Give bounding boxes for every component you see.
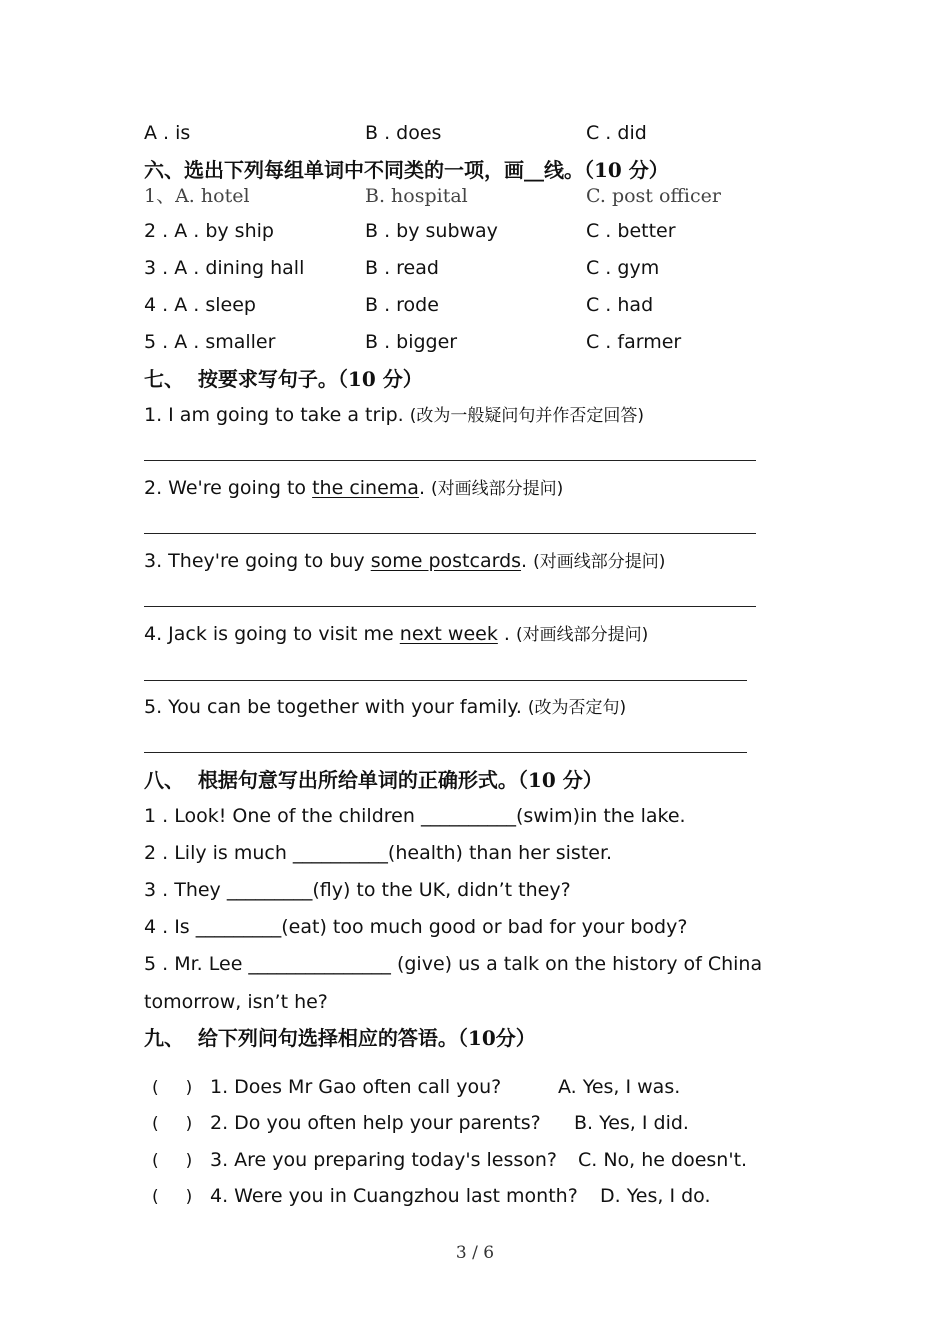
- top-option-a: A . is: [144, 122, 191, 144]
- sec9-question-2: 2. Do you often help your parents?: [210, 1112, 541, 1134]
- sec9-question-3: 3. Are you preparing today's lesson?: [210, 1149, 558, 1171]
- page-number: 3 / 6: [455, 1243, 495, 1263]
- sec8-item-4: 4 . Is _________(eat) too much good or bad for your body?: [144, 916, 688, 938]
- sec6-item-4-c: C . had: [586, 294, 654, 316]
- top-option-b: B . does: [365, 122, 442, 144]
- section-8-heading: 八、 根据句意写出所给单词的正确形式。（10 分）: [144, 768, 603, 792]
- sec9-answer-c: C. No, he doesn't.: [578, 1149, 748, 1171]
- sec7-item-4: 4. Jack is going to visit me next week . (对画线部分提问): [144, 623, 649, 645]
- sec9-answer-a: A. Yes, I was.: [558, 1076, 681, 1098]
- top-option-c: C . did: [586, 122, 647, 144]
- answer-paren[interactable]: ( ): [152, 1151, 193, 1171]
- sec8-item-2: 2 . Lily is much __________(health) than her sister.: [144, 842, 613, 864]
- sec6-item-4-b: B . rode: [365, 294, 439, 316]
- sec6-item-3-a: 3 . A . dining hall: [144, 257, 305, 279]
- sec9-question-4: 4. Were you in Cuangzhou last month?: [210, 1185, 578, 1207]
- sec8-item-5-cont: tomorrow, isn’t he?: [144, 991, 328, 1013]
- sec6-item-4-a: 4 . A . sleep: [144, 294, 256, 316]
- answer-line[interactable]: [144, 752, 747, 753]
- sec6-item-3-c: C . gym: [586, 257, 660, 279]
- sec6-item-1-a: 1、A. hotel: [144, 185, 250, 207]
- sec7-item-2: 2. We're going to the cinema. (对画线部分提问): [144, 477, 564, 499]
- sec6-item-2-b: B . by subway: [365, 220, 498, 242]
- answer-line[interactable]: [144, 460, 756, 461]
- section-6-heading: 六、选出下列每组单词中不同类的一项，画__线。（10 分）: [144, 158, 669, 182]
- answer-line[interactable]: [144, 606, 756, 607]
- answer-line[interactable]: [144, 533, 756, 534]
- section-7-heading: 七、 按要求写句子。（10 分）: [144, 367, 423, 391]
- section-9-heading: 九、 给下列问句选择相应的答语。（10分）: [144, 1026, 536, 1050]
- sec6-item-5-b: B . bigger: [365, 331, 458, 353]
- sec7-item-3: 3. They're going to buy some postcards. (对画线部分提问): [144, 550, 666, 572]
- answer-line[interactable]: [144, 680, 747, 681]
- sec8-item-1: 1 . Look! One of the children __________(swim)in the lake.: [144, 805, 686, 827]
- sec6-item-5-a: 5 . A . smaller: [144, 331, 276, 353]
- sec9-question-1: 1. Does Mr Gao often call you?: [210, 1076, 502, 1098]
- sec6-item-1-b: B. hospital: [365, 185, 468, 207]
- answer-paren[interactable]: ( ): [152, 1187, 193, 1207]
- sec6-item-2-c: C . better: [586, 220, 676, 242]
- sec8-item-3: 3 . They _________(fly) to the UK, didn’t they?: [144, 879, 571, 901]
- sec6-item-3-b: B . read: [365, 257, 439, 279]
- sec6-item-2-a: 2 . A . by ship: [144, 220, 274, 242]
- sec7-item-5: 5. You can be together with your family. (改为否定句): [144, 696, 627, 718]
- sec8-item-5: 5 . Mr. Lee _______________ (give) us a talk on the history of China: [144, 953, 763, 975]
- answer-paren[interactable]: ( ): [152, 1078, 193, 1098]
- sec6-item-1-c: C. post officer: [586, 185, 721, 207]
- answer-paren[interactable]: ( ): [152, 1114, 193, 1134]
- sec6-item-5-c: C . farmer: [586, 331, 682, 353]
- sec9-answer-b: B. Yes, I did.: [574, 1112, 689, 1134]
- sec9-answer-d: D. Yes, I do.: [600, 1185, 711, 1207]
- sec7-item-1: 1. I am going to take a trip. (改为一般疑问句并作否定回答): [144, 404, 644, 426]
